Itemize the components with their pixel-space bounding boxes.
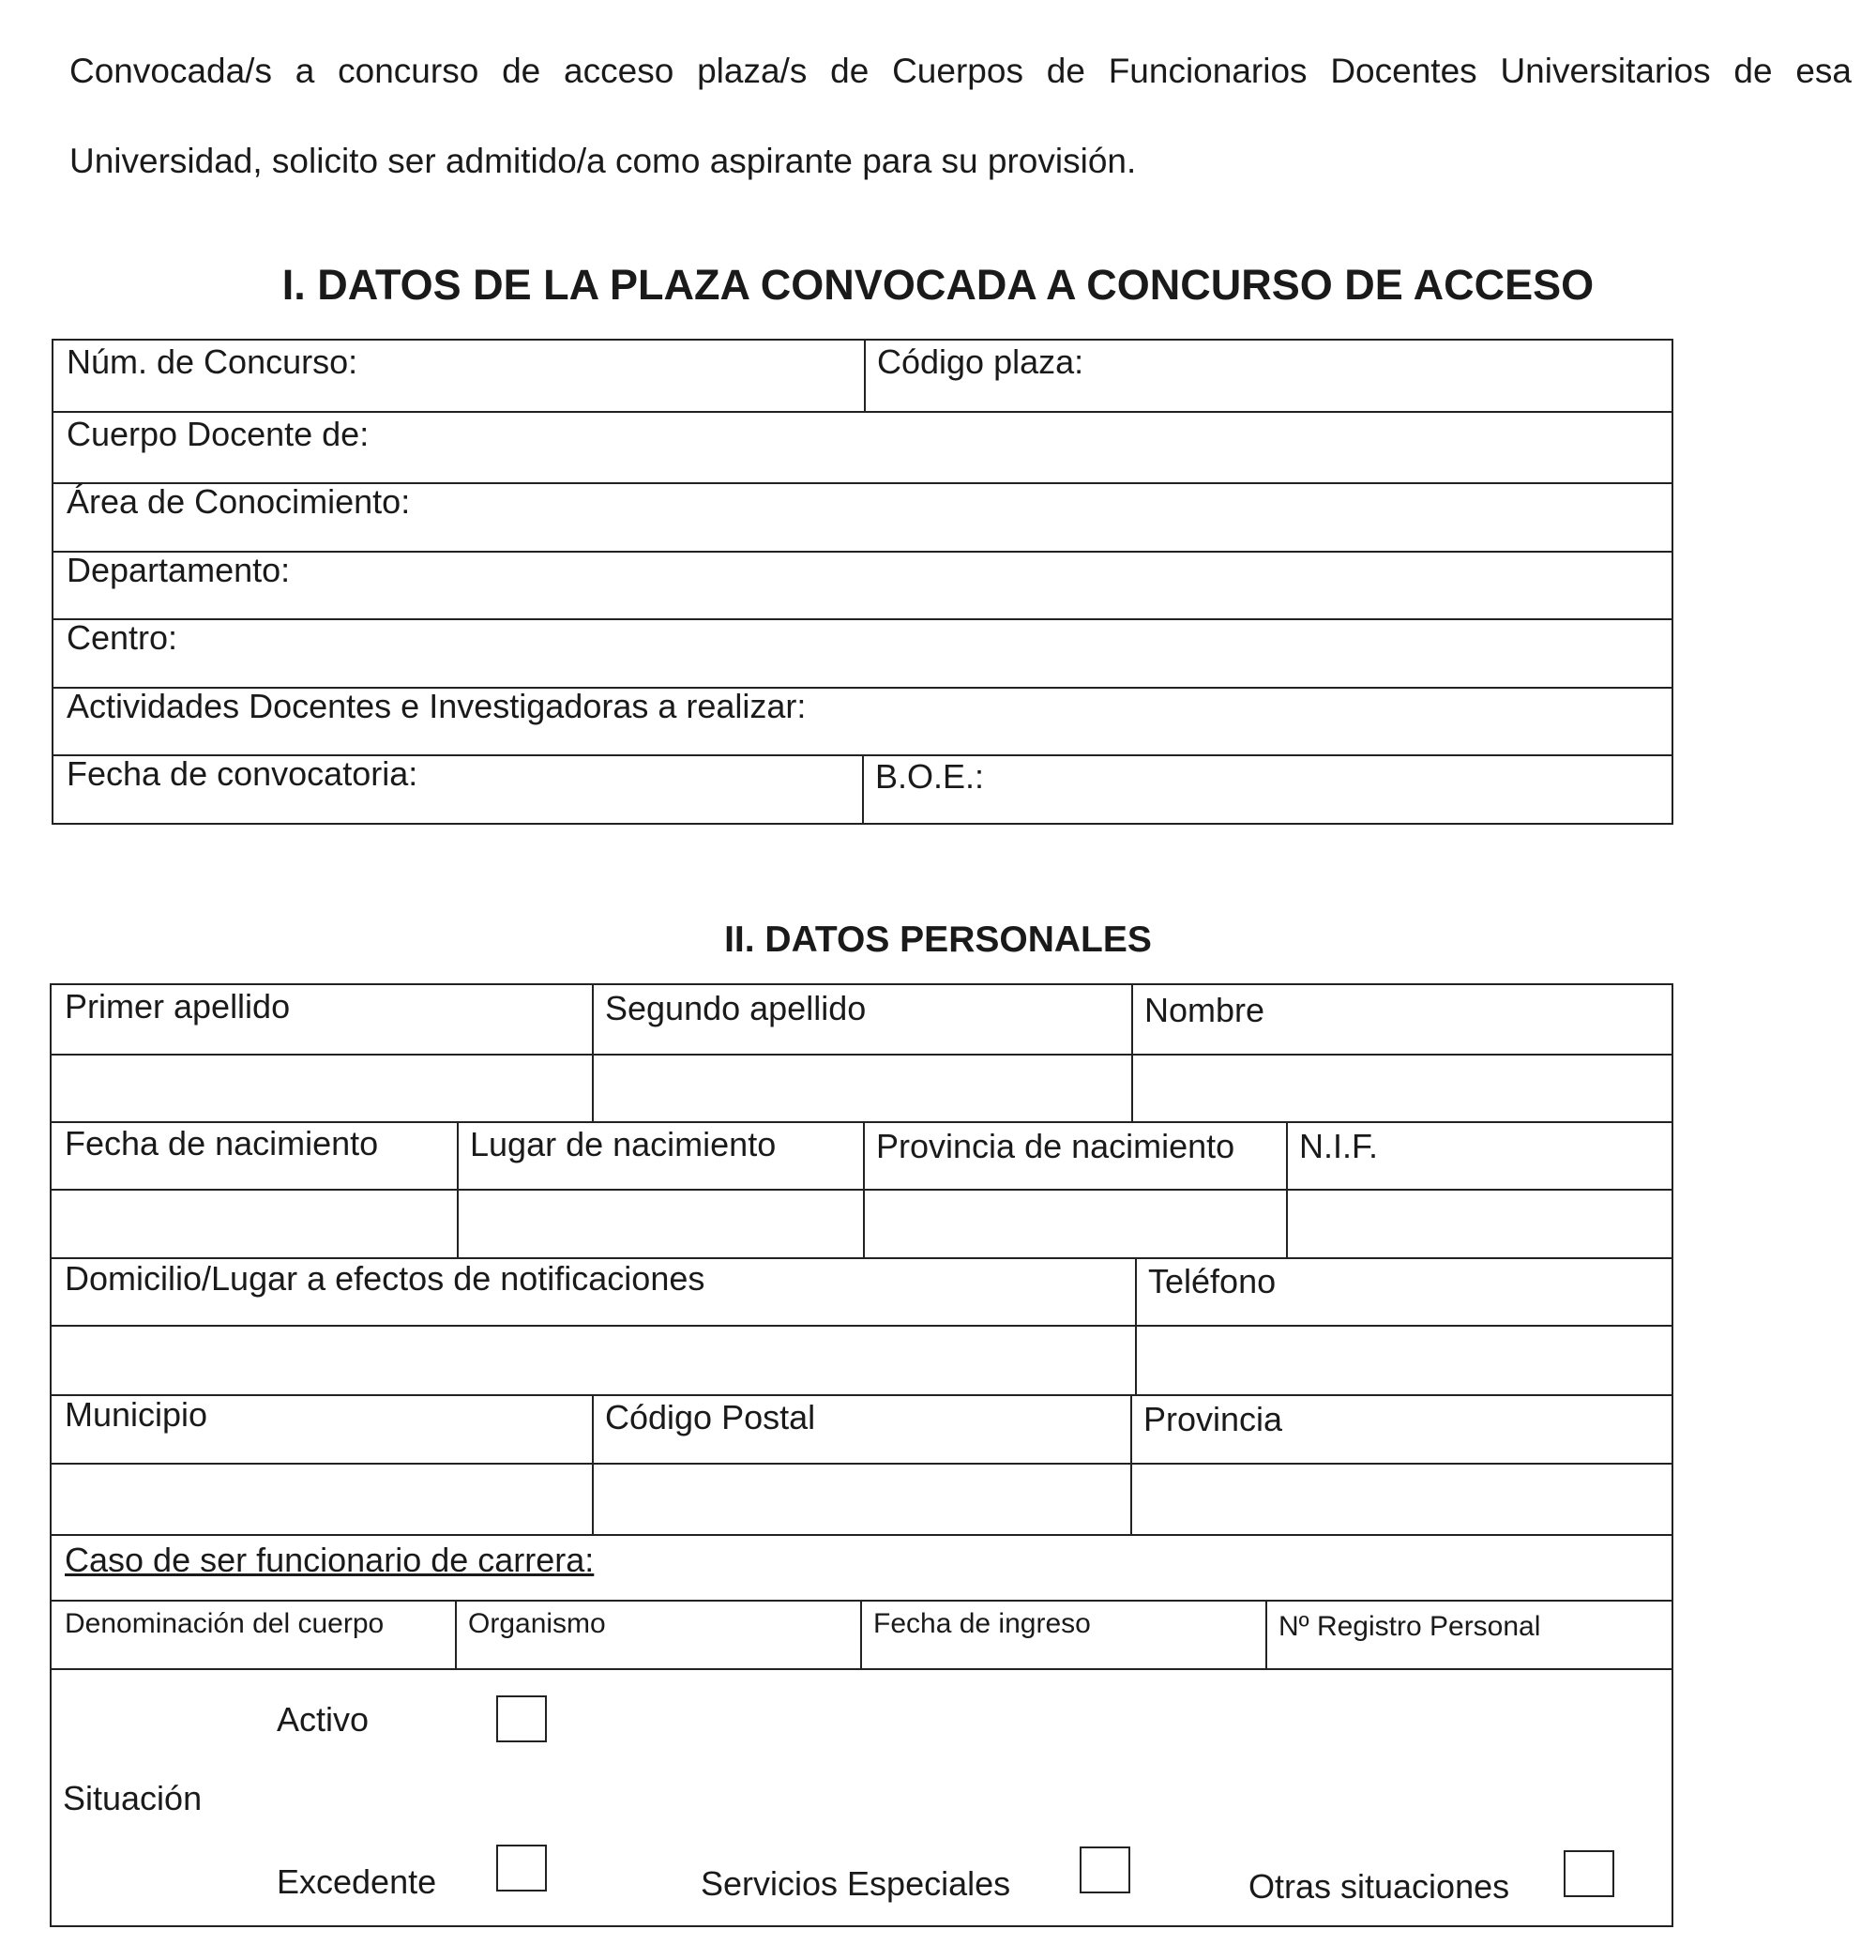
departamento-field[interactable]: Departamento: xyxy=(67,551,291,589)
nif-input[interactable] xyxy=(1288,1191,1670,1257)
plaza-data-table xyxy=(52,339,1673,825)
excedente-checkbox[interactable] xyxy=(496,1845,547,1892)
actividades-field[interactable]: Actividades Docentes e Investigadoras a realizar: xyxy=(67,687,807,725)
telefono-input[interactable] xyxy=(1137,1327,1670,1394)
primer-apellido-label: Primer apellido xyxy=(65,987,291,1026)
denominacion-cuerpo-label: Denominación del cuerpo xyxy=(65,1608,385,1639)
codigo-postal-input[interactable] xyxy=(594,1465,1130,1534)
column-divider xyxy=(860,1600,862,1668)
nombre-input[interactable] xyxy=(1133,1056,1670,1121)
provincia-nacimiento-label: Provincia de nacimiento xyxy=(876,1127,1235,1165)
municipio-input[interactable] xyxy=(52,1465,592,1534)
area-conocimiento-field[interactable]: Área de Conocimiento: xyxy=(67,482,411,521)
codigo-postal-label: Código Postal xyxy=(605,1398,816,1436)
municipio-label: Municipio xyxy=(65,1395,208,1434)
row-divider xyxy=(53,551,1672,553)
column-divider xyxy=(1265,1600,1267,1668)
codigo-plaza-field[interactable]: Código plaza: xyxy=(877,342,1084,381)
cuerpo-docente-field[interactable]: Cuerpo Docente de: xyxy=(67,415,370,453)
caso-funcionario-label: Caso de ser funcionario de carrera: xyxy=(65,1541,595,1579)
section-2-title: II. DATOS PERSONALES xyxy=(724,919,1152,960)
boe-field[interactable]: B.O.E.: xyxy=(875,757,985,796)
provincia-nacimiento-input[interactable] xyxy=(865,1191,1286,1257)
activo-label: Activo xyxy=(277,1700,370,1739)
fecha-ingreso-label: Fecha de ingreso xyxy=(873,1608,1091,1639)
registro-personal-label: Nº Registro Personal xyxy=(1278,1611,1541,1642)
fecha-convocatoria-field[interactable]: Fecha de convocatoria: xyxy=(67,754,418,793)
provincia-label: Provincia xyxy=(1143,1400,1283,1438)
excedente-label: Excedente xyxy=(277,1862,437,1901)
column-divider xyxy=(862,754,864,823)
nif-label: N.I.F. xyxy=(1299,1127,1379,1165)
row-divider xyxy=(53,618,1672,620)
column-divider xyxy=(864,341,866,411)
servicios-especiales-label: Servicios Especiales xyxy=(701,1864,1011,1903)
row-divider xyxy=(52,1534,1672,1536)
num-concurso-field[interactable]: Núm. de Concurso: xyxy=(67,342,358,381)
row-divider xyxy=(52,1668,1672,1670)
fecha-nacimiento-label: Fecha de nacimiento xyxy=(65,1124,379,1162)
nombre-label: Nombre xyxy=(1144,991,1265,1029)
row-divider xyxy=(52,1394,1672,1396)
activo-checkbox[interactable] xyxy=(496,1695,547,1742)
organismo-label: Organismo xyxy=(468,1608,606,1639)
servicios-especiales-checkbox[interactable] xyxy=(1080,1846,1130,1893)
segundo-apellido-label: Segundo apellido xyxy=(605,989,867,1027)
segundo-apellido-input[interactable] xyxy=(594,1056,1131,1121)
row-divider xyxy=(53,411,1672,413)
centro-field[interactable]: Centro: xyxy=(67,618,178,657)
provincia-input[interactable] xyxy=(1132,1465,1670,1534)
domicilio-input[interactable] xyxy=(52,1327,1135,1394)
telefono-label: Teléfono xyxy=(1148,1262,1277,1300)
fecha-nacimiento-input[interactable] xyxy=(52,1191,457,1257)
lugar-nacimiento-label: Lugar de nacimiento xyxy=(470,1125,777,1163)
situacion-label: Situación xyxy=(63,1779,203,1817)
column-divider xyxy=(455,1600,457,1668)
personal-data-table xyxy=(50,983,1673,1927)
section-1-title: I. DATOS DE LA PLAZA CONVOCADA A CONCURSO DE ACCESO xyxy=(281,261,1595,309)
otras-situaciones-checkbox[interactable] xyxy=(1564,1850,1614,1897)
domicilio-label: Domicilio/Lugar a efectos de notificaciones xyxy=(65,1259,705,1298)
intro-paragraph: Convocada/s a concurso de acceso plaza/s de Cuerpos de Funcionarios Docentes Universitarios de esa Universidad, solicito ser admitido/a como aspirante para su provisión. xyxy=(69,52,1852,180)
lugar-nacimiento-input[interactable] xyxy=(459,1191,863,1257)
primer-apellido-input[interactable] xyxy=(52,1056,592,1121)
row-divider xyxy=(52,1121,1672,1123)
otras-situaciones-label: Otras situaciones xyxy=(1248,1867,1510,1906)
